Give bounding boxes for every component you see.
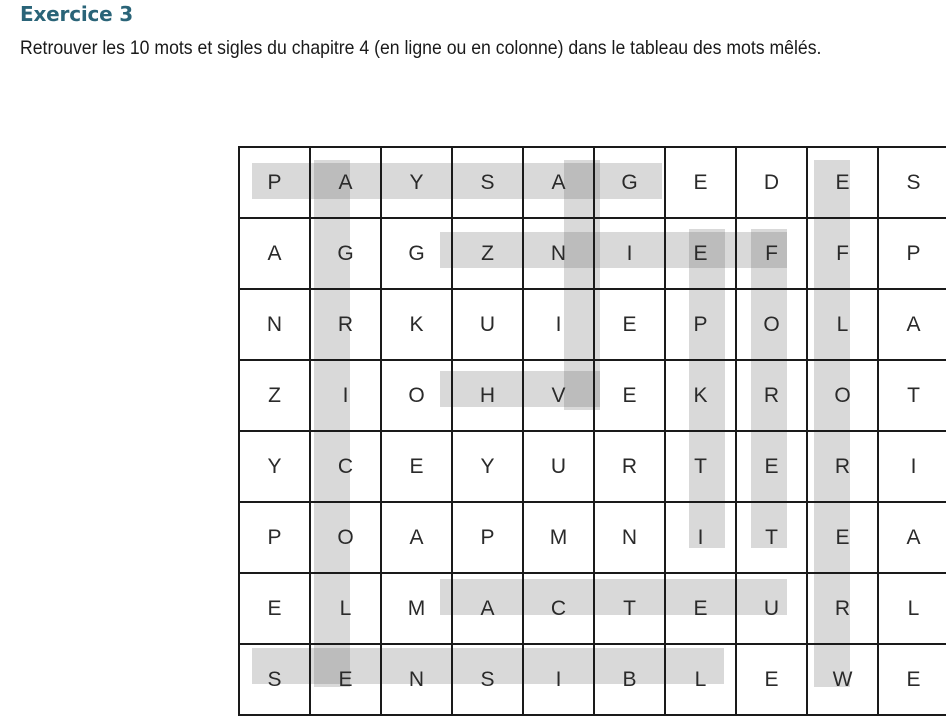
grid-cell: S [452, 147, 523, 218]
grid-cell: P [878, 218, 946, 289]
grid-cell: K [665, 360, 736, 431]
grid-cell: I [523, 644, 594, 715]
grid-cell: I [665, 502, 736, 573]
grid-cell: E [594, 289, 665, 360]
grid-cell: G [381, 218, 452, 289]
grid-cell: S [452, 644, 523, 715]
grid-cell: Z [239, 360, 310, 431]
grid-cell: P [239, 502, 310, 573]
grid-cell: K [381, 289, 452, 360]
grid-cell: T [665, 431, 736, 502]
grid-cell: I [594, 218, 665, 289]
grid-cell: R [310, 289, 381, 360]
word-search-puzzle [238, 146, 921, 701]
grid-cell: B [594, 644, 665, 715]
grid-cell: A [310, 147, 381, 218]
grid-row [239, 644, 946, 715]
grid-cell: N [381, 644, 452, 715]
grid-cell: N [239, 289, 310, 360]
grid-cell: P [239, 147, 310, 218]
grid-cell: P [665, 289, 736, 360]
grid-row [239, 360, 946, 431]
grid-cell: F [807, 218, 878, 289]
grid-row [239, 573, 946, 644]
grid-cell: E [736, 644, 807, 715]
grid-cell: C [523, 573, 594, 644]
grid-row [239, 502, 946, 573]
grid-cell: Y [239, 431, 310, 502]
grid-cell: C [310, 431, 381, 502]
grid-cell: I [310, 360, 381, 431]
grid-cell: G [310, 218, 381, 289]
grid-cell: I [878, 431, 946, 502]
grid-cell: E [878, 644, 946, 715]
grid-cell: E [807, 147, 878, 218]
grid-cell: N [594, 502, 665, 573]
grid-row [239, 147, 946, 218]
grid-cell: R [736, 360, 807, 431]
grid-cell: E [381, 431, 452, 502]
grid-cell: L [665, 644, 736, 715]
grid-cell: E [807, 502, 878, 573]
grid-cell: E [665, 218, 736, 289]
grid-cell: O [381, 360, 452, 431]
grid-cell: M [381, 573, 452, 644]
grid-cell: F [736, 218, 807, 289]
grid-row [239, 218, 946, 289]
grid-cell: Z [452, 218, 523, 289]
grid-cell: M [523, 502, 594, 573]
grid-cell: S [239, 644, 310, 715]
grid-cell: T [736, 502, 807, 573]
grid-cell: U [523, 431, 594, 502]
grid-cell: A [452, 573, 523, 644]
grid-cell: Y [452, 431, 523, 502]
grid-cell: Y [381, 147, 452, 218]
grid-cell: T [594, 573, 665, 644]
grid-cell: A [381, 502, 452, 573]
word-search-grid [238, 146, 946, 716]
grid-cell: G [594, 147, 665, 218]
grid-cell: O [310, 502, 381, 573]
grid-cell: R [807, 431, 878, 502]
grid-cell: E [594, 360, 665, 431]
grid-row [239, 431, 946, 502]
grid-cell: I [523, 289, 594, 360]
grid-cell: E [665, 573, 736, 644]
grid-cell: P [452, 502, 523, 573]
grid-cell: O [736, 289, 807, 360]
grid-cell: E [310, 644, 381, 715]
grid-cell: A [523, 147, 594, 218]
grid-cell: O [807, 360, 878, 431]
grid-cell: U [452, 289, 523, 360]
grid-cell: V [523, 360, 594, 431]
grid-cell: A [878, 502, 946, 573]
grid-cell: E [736, 431, 807, 502]
grid-cell: H [452, 360, 523, 431]
grid-cell: U [736, 573, 807, 644]
exercise-instruction: Retrouver les 10 mots et sigles du chapitre 4 (en ligne ou en colonne) dans le tableau des mots mêlés. [20, 37, 822, 59]
grid-cell: W [807, 644, 878, 715]
grid-cell: N [523, 218, 594, 289]
grid-row [239, 289, 946, 360]
exercise-title: Exercice 3 [20, 2, 134, 26]
grid-cell: L [310, 573, 381, 644]
grid-cell: A [239, 218, 310, 289]
grid-cell: L [807, 289, 878, 360]
grid-cell: E [665, 147, 736, 218]
grid-cell: R [594, 431, 665, 502]
grid-cell: A [878, 289, 946, 360]
grid-cell: D [736, 147, 807, 218]
grid-cell: T [878, 360, 946, 431]
grid-cell: L [878, 573, 946, 644]
grid-cell: S [878, 147, 946, 218]
grid-cell: E [239, 573, 310, 644]
grid-cell: R [807, 573, 878, 644]
